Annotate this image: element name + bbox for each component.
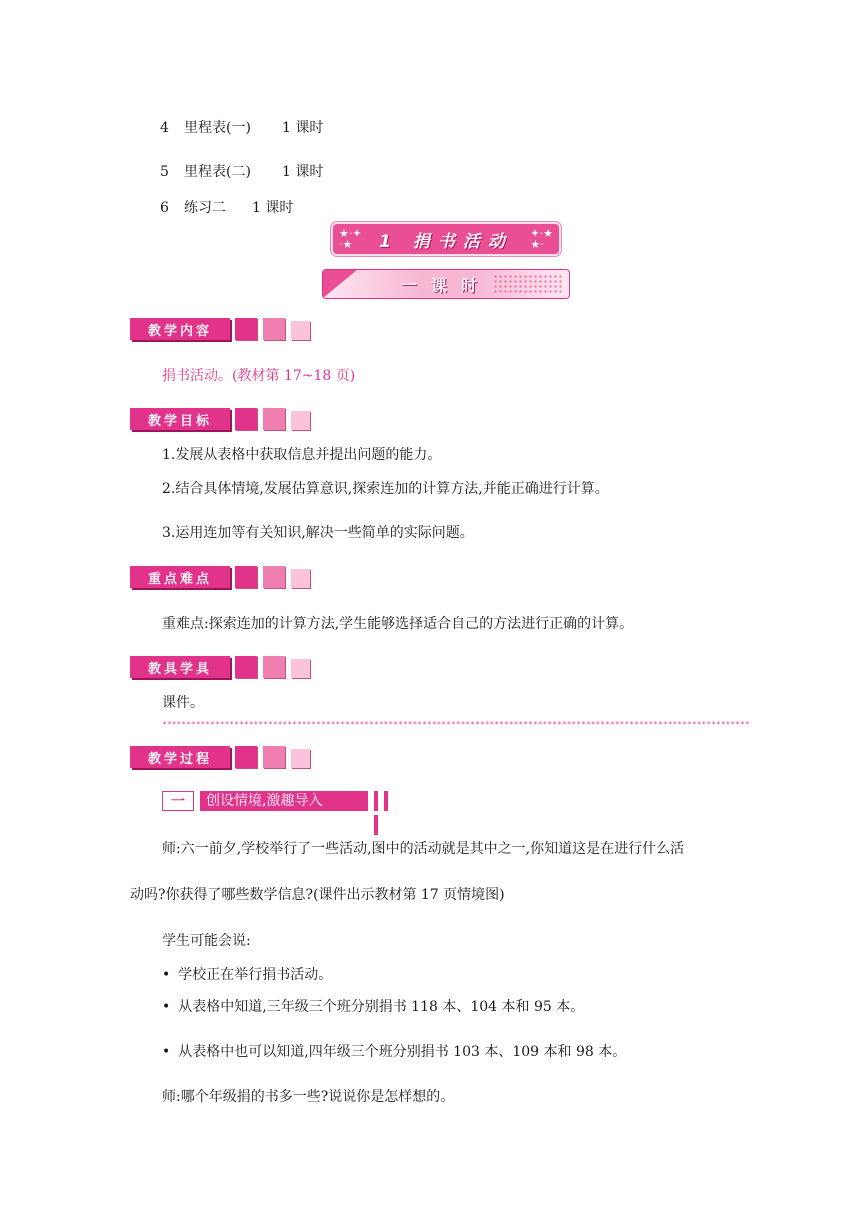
class-hour-label: 一课时 <box>400 276 491 295</box>
decor-square <box>235 318 257 340</box>
tools-text: 课件。 <box>162 695 204 711</box>
decor-square <box>235 656 257 678</box>
star-divider: ************************************************************************************************************************** <box>162 720 750 729</box>
section-label: 教学目标 <box>130 408 230 430</box>
content-text: 捐书活动。(教材第 17~18 页) <box>162 368 356 384</box>
section-label: 教学过程 <box>130 746 230 768</box>
step-title: 创设情境,激趣导入 <box>200 791 368 811</box>
toc-hours: 1 课时 <box>282 164 324 180</box>
bullet-icon: • <box>162 1044 171 1060</box>
decor-square <box>235 408 257 430</box>
toc-hours: 1 课时 <box>282 120 324 136</box>
toc-title: 里程表(一) <box>184 120 251 136</box>
decor-square <box>291 569 310 588</box>
decor-square <box>291 321 310 340</box>
goal-item: 1.发展从表格中获取信息并提出问题的能力。 <box>162 447 442 463</box>
bullet-icon: • <box>162 967 171 983</box>
toc-item <box>160 163 323 181</box>
decor-square <box>263 408 285 430</box>
star-icon: ✦·★ ★· <box>530 227 553 251</box>
bullet-icon: • <box>162 999 171 1015</box>
toc-item <box>160 199 293 217</box>
step-header <box>162 791 400 813</box>
class-hour-banner <box>322 269 570 299</box>
list-item-text: 学校正在举行捐书活动。 <box>178 967 333 983</box>
step-number: 一 <box>162 791 194 811</box>
decor-square <box>263 656 285 678</box>
step-stripes <box>374 791 400 811</box>
decor-square <box>263 318 285 340</box>
decor-square <box>291 749 310 768</box>
lesson-title-banner <box>333 224 559 254</box>
goal-item: 2.结合具体情境,发展估算意识,探索连加的计算方法,并能正确进行计算。 <box>162 481 609 497</box>
paragraph: 学生可能会说: <box>162 933 251 949</box>
paragraph: 师:六一前夕,学校举行了一些活动,图中的活动就是其中之一,你知道这是在进行什么活 <box>162 841 685 857</box>
section-label: 教具学具 <box>130 656 230 678</box>
goal-item: 3.运用连加等有关知识,解决一些简单的实际问题。 <box>162 525 474 541</box>
list-item <box>162 966 332 984</box>
list-item-text: 从表格中也可以知道,四年级三个班分别捐书 103 本、109 本和 98 本。 <box>178 1044 627 1060</box>
toc-title: 里程表(二) <box>184 164 251 180</box>
decor-square <box>291 659 310 678</box>
decor-square <box>235 746 257 768</box>
star-icon: ★·✦ ·★ <box>339 227 362 251</box>
decor-square <box>235 566 257 588</box>
paragraph: 师:哪个年级捐的书多一些?说说你是怎样想的。 <box>162 1089 455 1105</box>
list-item <box>162 1043 626 1061</box>
toc-num: 6 <box>160 200 169 216</box>
toc-title: 练习二 <box>184 200 226 216</box>
paragraph: 动吗?你获得了哪些数学信息?(课件出示教材第 17 页情境图) <box>130 887 505 903</box>
section-label: 重点难点 <box>130 566 230 588</box>
list-item <box>162 998 584 1016</box>
toc-hours: 1 课时 <box>252 200 294 216</box>
decor-square <box>263 566 285 588</box>
decor-square <box>291 411 310 430</box>
section-label: 教学内容 <box>130 318 230 340</box>
lesson-title: 1 捐书活动 <box>379 231 513 252</box>
decor-square <box>263 746 285 768</box>
toc-num: 5 <box>160 164 169 180</box>
key-points-text: 重难点:探索连加的计算方法,学生能够选择适合自己的方法进行正确的计算。 <box>162 616 634 632</box>
list-item-text: 从表格中知道,三年级三个班分别捐书 118 本、104 本和 95 本。 <box>178 999 585 1015</box>
toc-num: 4 <box>160 120 169 136</box>
toc-item <box>160 119 323 137</box>
